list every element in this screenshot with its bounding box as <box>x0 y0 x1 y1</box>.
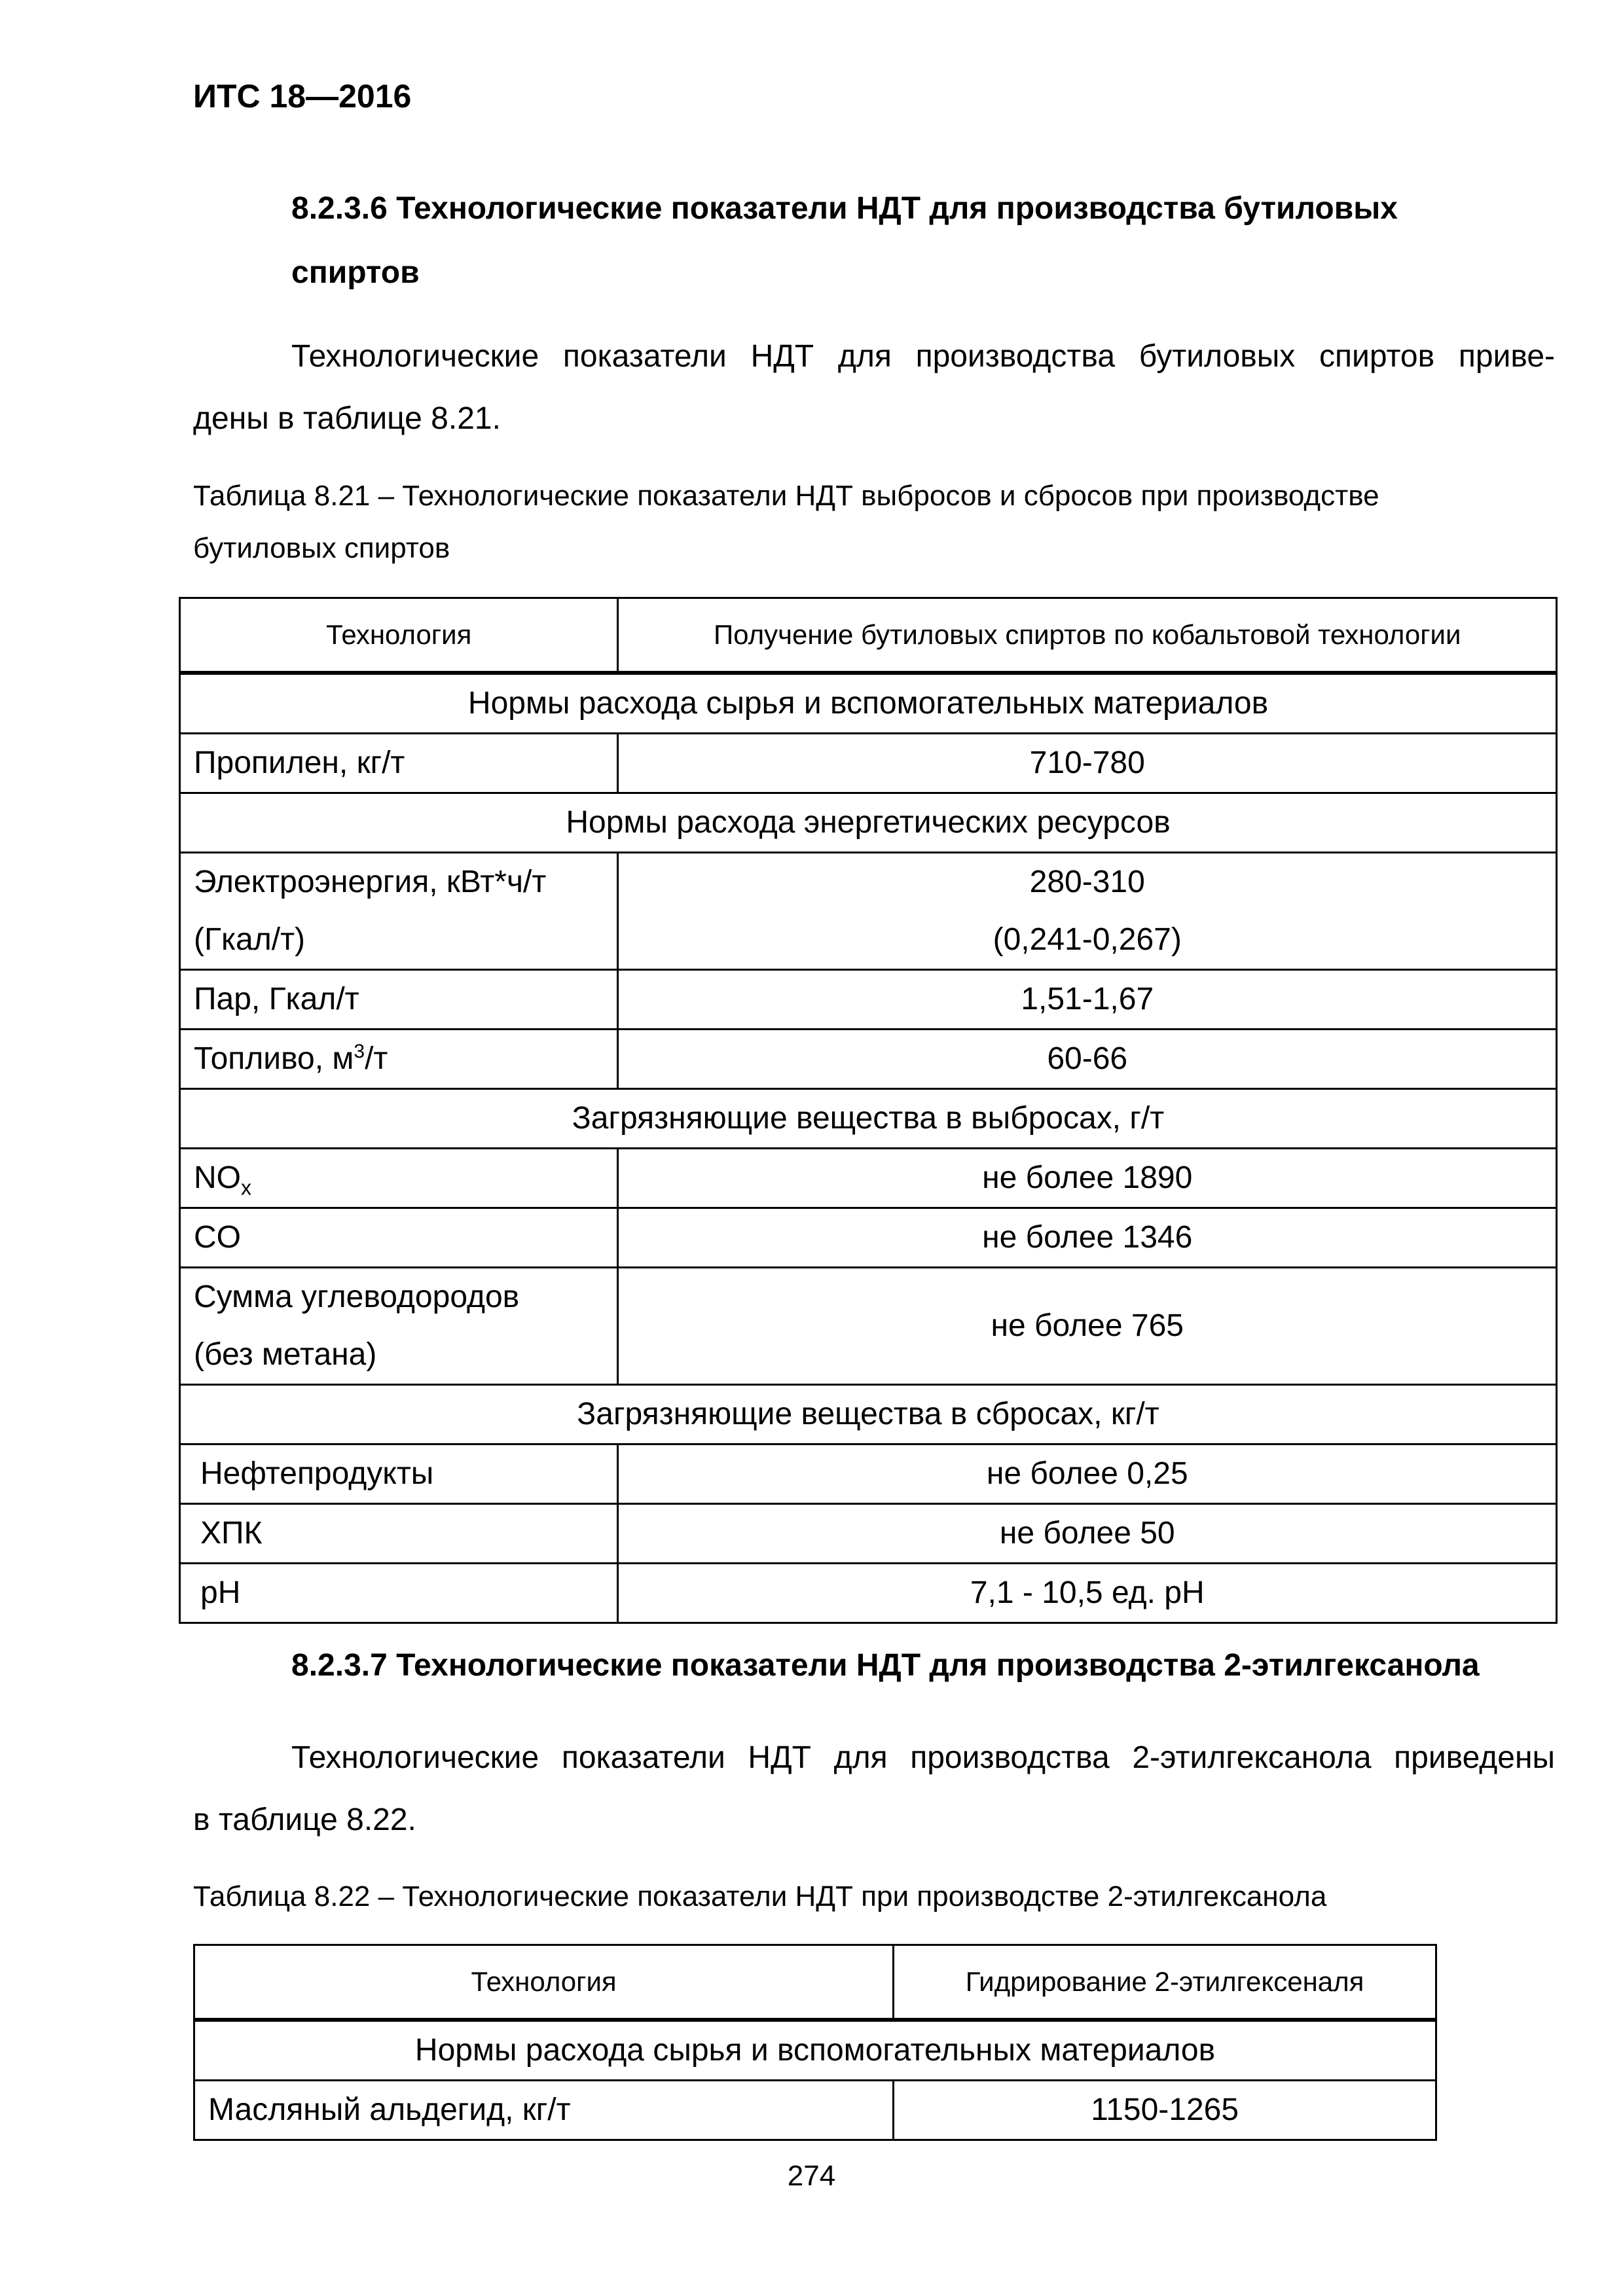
row-label-line: (без метана) <box>194 1336 377 1372</box>
row-value: не более 1346 <box>618 1208 1557 1267</box>
section-raw-materials: Нормы расхода сырья и вспомогательных материалов <box>180 673 1557 734</box>
section-discharges: Загрязняющие вещества в сбросах, кг/т <box>180 1384 1557 1444</box>
row-label-line: Сумма углеводородов <box>194 1279 520 1314</box>
table-row <box>180 1148 1557 1208</box>
heading-line: 8.2.3.6 Технологические показатели НДТ для производства бутиловых <box>291 191 1398 226</box>
section-emissions: Загрязняющие вещества в выбросах, г/т <box>180 1088 1557 1148</box>
table-8-22 <box>193 1944 1437 2141</box>
table-row <box>180 1267 1557 1384</box>
header-technology: Технология <box>180 598 618 673</box>
header-technology-value: Гидрирование 2-этилгексеналя <box>894 1945 1436 2020</box>
caption-line: бутиловых спиртов <box>193 532 450 564</box>
nox-label-main: NO <box>194 1160 241 1195</box>
nox-label-sub: x <box>241 1175 251 1200</box>
table-row <box>180 969 1557 1029</box>
row-value-line: 280-310 <box>1029 864 1145 899</box>
table-row <box>180 852 1557 969</box>
row-value: не более 50 <box>618 1503 1557 1563</box>
row-value: 1150-1265 <box>894 2080 1436 2140</box>
table-row <box>180 1208 1557 1267</box>
row-label: Нефтепродукты <box>180 1444 618 1503</box>
paragraph-line: в таблице 8.22. <box>193 1803 416 1837</box>
caption-line: Таблица 8.21 – Технологические показатели НДТ выбросов и сбросов при производстве <box>193 480 1379 512</box>
section-row <box>180 673 1557 734</box>
paragraph-line: Технологические показатели НДТ для производства 2-этилгексанола приведены <box>291 1740 1555 1775</box>
row-value: 60-66 <box>618 1029 1557 1088</box>
row-label: ХПК <box>180 1503 618 1563</box>
row-label <box>180 1148 618 1208</box>
table-row <box>180 1444 1557 1503</box>
table-header-row <box>194 1945 1436 2020</box>
row-label: CO <box>180 1208 618 1267</box>
row-value <box>618 852 1557 969</box>
table-header-row <box>180 598 1557 673</box>
section-energy: Нормы расхода энергетических ресурсов <box>180 793 1557 852</box>
paragraph-line: дены в таблице 8.21. <box>193 401 501 436</box>
page-number: 274 <box>787 2160 836 2192</box>
row-label: Пропилен, кг/т <box>180 733 618 793</box>
paragraph-line: Технологические показатели НДТ для производства бутиловых спиртов приве- <box>291 339 1555 374</box>
table-row <box>180 733 1557 793</box>
row-value: 1,51-1,67 <box>618 969 1557 1029</box>
row-label: Масляный альдегид, кг/т <box>194 2080 894 2140</box>
heading-line: спиртов <box>291 255 420 290</box>
table-8-21 <box>179 597 1558 1624</box>
table-row <box>180 1029 1557 1088</box>
table-caption-8-22: Таблица 8.22 – Технологические показатели НДТ при производстве 2-этилгексанола <box>193 1880 1327 1912</box>
row-value: не более 0,25 <box>618 1444 1557 1503</box>
paragraph-intro-8-21 <box>193 325 1555 450</box>
table-row <box>194 2080 1436 2140</box>
section-row <box>194 2020 1436 2081</box>
fuel-label-suffix: /т <box>365 1041 388 1076</box>
row-label <box>180 852 618 969</box>
row-value-line: (0,241-0,267) <box>993 922 1182 957</box>
row-label-line: (Гкал/т) <box>194 922 306 957</box>
row-label <box>180 1029 618 1088</box>
fuel-label-sup: 3 <box>354 1040 365 1062</box>
row-label: pH <box>180 1563 618 1623</box>
row-label-line: Электроэнергия, кВт*ч/т <box>194 864 547 899</box>
section-heading-8-2-3-7: 8.2.3.7 Технологические показатели НДТ для производства 2-этилгексанола <box>291 1648 1480 1683</box>
running-header: ИТС 18—2016 <box>193 78 412 115</box>
row-value: 7,1 - 10,5 ед. pH <box>618 1563 1557 1623</box>
row-value: не более 1890 <box>618 1148 1557 1208</box>
header-technology: Технология <box>194 1945 894 2020</box>
table-row <box>180 1563 1557 1623</box>
fuel-label-prefix: Топливо, м <box>194 1041 354 1076</box>
row-label <box>180 1267 618 1384</box>
section-heading-8-2-3-6 <box>291 177 1555 305</box>
row-value: 710-780 <box>618 733 1557 793</box>
row-label: Пар, Гкал/т <box>180 969 618 1029</box>
section-row <box>180 793 1557 852</box>
section-row <box>180 1384 1557 1444</box>
header-technology-value: Получение бутиловых спиртов по кобальтовой технологии <box>618 598 1557 673</box>
row-value: не более 765 <box>618 1267 1557 1384</box>
table-caption-8-21 <box>193 470 1581 575</box>
paragraph-intro-8-22 <box>193 1727 1555 1851</box>
section-row <box>180 1088 1557 1148</box>
section-raw-materials: Нормы расхода сырья и вспомогательных материалов <box>194 2020 1436 2081</box>
table-row <box>180 1503 1557 1563</box>
